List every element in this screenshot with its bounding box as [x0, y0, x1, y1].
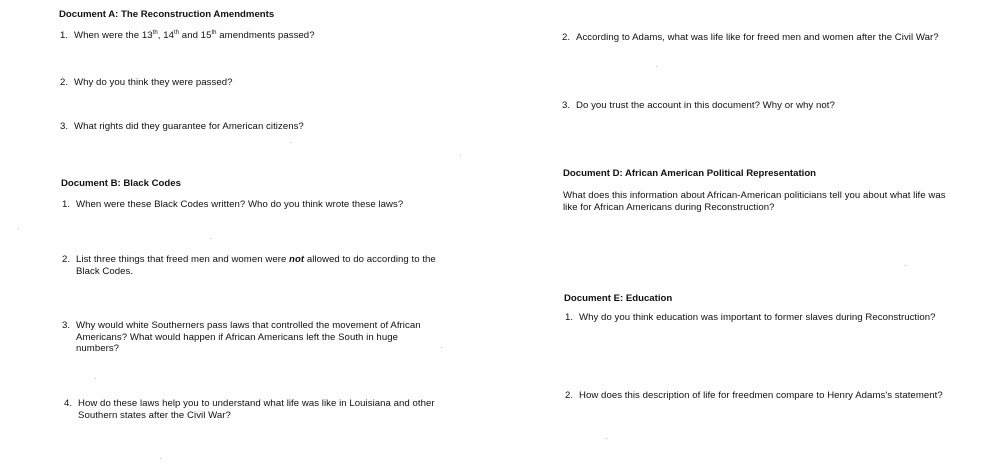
doc-a-title: Document A: The Reconstruction Amendments	[59, 9, 275, 20]
question-text: Do you trust the account in this document? Why or why not?	[576, 100, 835, 111]
question-number: 1.	[565, 312, 574, 323]
scan-speck	[606, 438, 607, 439]
question-text-start: When were the 13	[74, 30, 153, 41]
ordinal-suffix: th	[211, 30, 217, 36]
scan-speck	[441, 347, 442, 348]
question-text: Why do you think education was important to former slaves during Reconstruction?	[579, 312, 936, 323]
scan-speck	[460, 155, 461, 156]
question-text-part: and 15	[179, 30, 212, 41]
prompt-line-1: What does this information about African-American politicians tell you about what life was	[563, 190, 946, 201]
question-text: Why do you think they were passed?	[74, 77, 233, 88]
question-number: 3.	[562, 100, 571, 111]
doc-e-title: Document E: Education	[564, 293, 673, 304]
question-text: According to Adams, what was life like for freed men and women after the Civil War?	[576, 32, 939, 43]
doc-d-prompt	[563, 190, 946, 213]
question-text: How does this description of life for freedmen compare to Henry Adams's statement?	[579, 390, 943, 401]
doc-a-question-3	[60, 121, 304, 133]
scan-speck	[290, 142, 291, 143]
doc-a-question-2	[60, 77, 232, 89]
question-text: When were these Black Codes written? Who do you think wrote these laws?	[76, 199, 404, 210]
question-text-line-1: How do these laws help you to understand what life was like in Louisiana and other	[78, 398, 435, 409]
question-number: 1.	[60, 30, 69, 41]
question-number: 4.	[64, 398, 73, 409]
doc-c-question-3	[562, 100, 835, 112]
question-number: 2.	[60, 77, 69, 88]
doc-b-question-3	[62, 320, 421, 355]
question-number: 3.	[62, 320, 71, 331]
doc-e-question-1	[565, 312, 935, 324]
scan-speck	[160, 458, 161, 459]
scan-speck	[905, 265, 906, 266]
question-text: What rights did they guarantee for American citizens?	[74, 121, 304, 132]
question-text-part: , 14	[157, 30, 174, 41]
doc-b-question-4	[64, 398, 435, 421]
prompt-line-2: like for African Americans during Reconstruction?	[563, 201, 775, 213]
question-text-start: List three things that freed men and women were	[76, 254, 290, 265]
ordinal-suffix: th	[152, 30, 158, 36]
question-number: 1.	[62, 199, 71, 210]
question-text-line-2: Americans? What would happen if African Americans left the South in huge	[76, 331, 398, 343]
doc-a-question-1	[60, 30, 315, 42]
question-text-line-3: numbers?	[76, 343, 120, 354]
doc-b-title: Document B: Black Codes	[61, 178, 181, 189]
question-text-line-1: Why would white Southerners pass laws that controlled the movement of African	[76, 320, 421, 331]
ordinal-suffix: th	[173, 30, 180, 36]
emphasis-word: not	[289, 254, 305, 265]
doc-c-question-2	[562, 32, 939, 44]
question-number: 2.	[565, 390, 574, 401]
scan-speck	[210, 238, 211, 239]
doc-b-question-2	[62, 254, 436, 277]
question-number: 2.	[62, 254, 71, 265]
question-text-line-2: Southern states after the Civil War?	[78, 409, 231, 421]
scan-speck	[656, 66, 657, 67]
doc-d-title: Document D: African American Political Representation	[563, 168, 817, 179]
scan-speck	[95, 378, 96, 379]
question-text-end: allowed to do according to the	[304, 254, 436, 265]
doc-e-question-2	[565, 390, 943, 402]
scan-speck	[18, 228, 19, 229]
question-number: 3.	[60, 121, 69, 132]
question-number: 2.	[562, 32, 571, 43]
doc-b-question-1	[62, 199, 403, 211]
question-text-line-2: Black Codes.	[76, 265, 134, 277]
question-text-end: amendments passed?	[216, 30, 315, 41]
